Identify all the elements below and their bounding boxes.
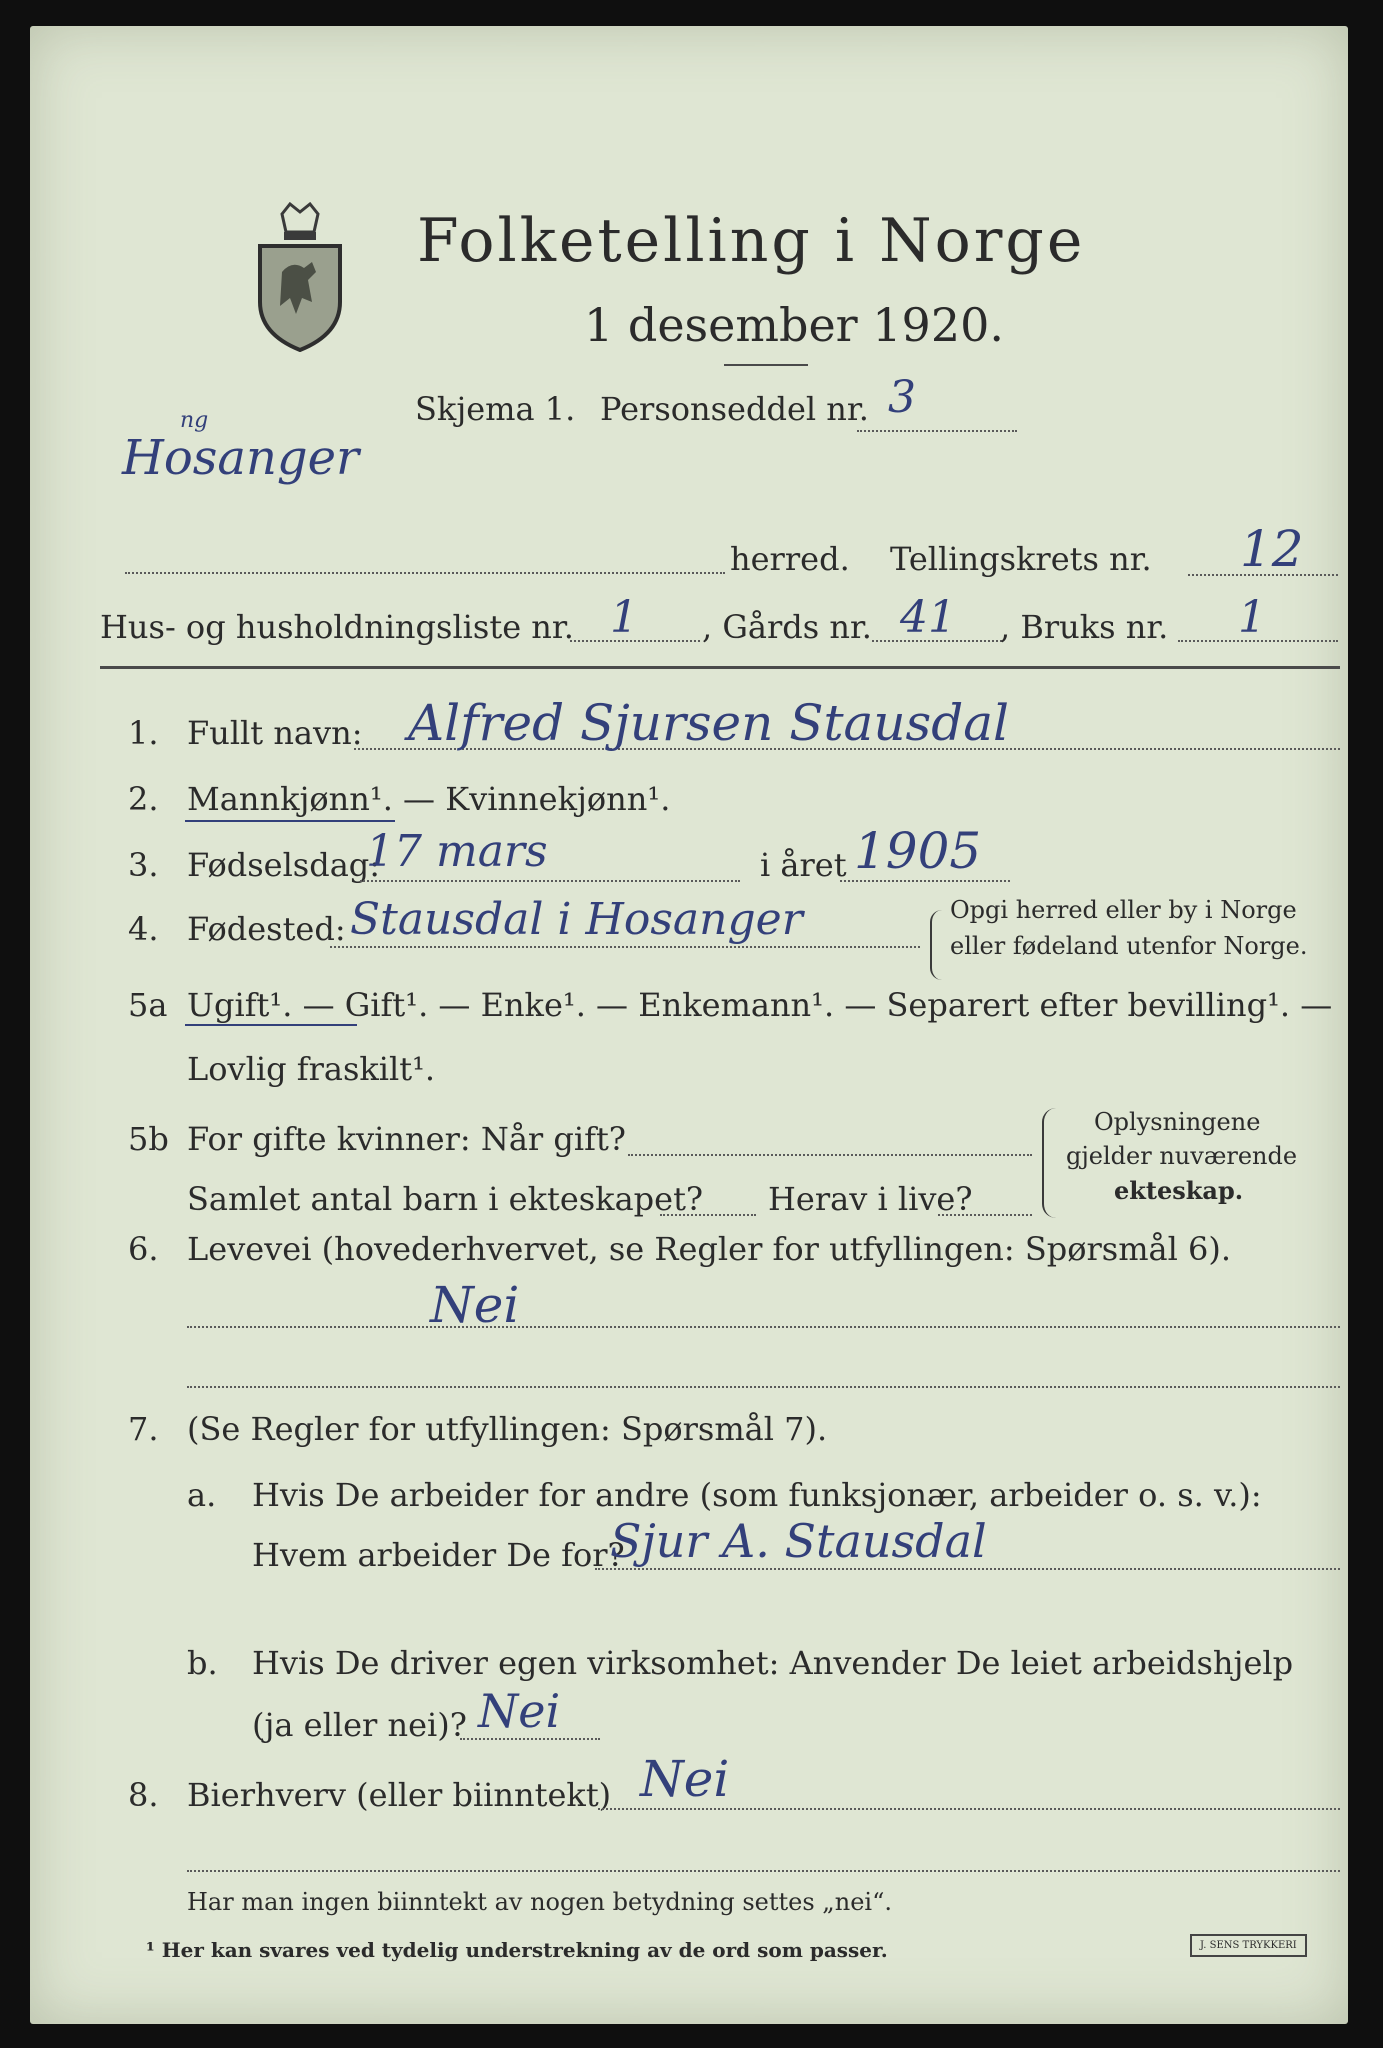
q6-value: Nei (430, 1276, 520, 1334)
q5b-line1 (628, 1154, 1032, 1156)
q5b-note-line3: ekteskap. (1114, 1176, 1244, 1205)
q5b-note-line1: Oplysningene (1094, 1108, 1261, 1136)
q3-number: 3. (128, 846, 159, 884)
q7-label: (Se Regler for utfyllingen: Spørsmål 7). (187, 1410, 828, 1448)
q5b-label1: For gifte kvinner: Når gift? (187, 1120, 626, 1158)
q3-line (360, 880, 740, 882)
q5b-brace (1042, 1108, 1056, 1218)
gards-label: , Gårds nr. (702, 608, 872, 646)
q3-value: 17 mars (366, 826, 548, 877)
q5b-number: 5b (128, 1120, 169, 1158)
q3-label: Fødselsdag: (187, 846, 381, 884)
q6-line1 (187, 1326, 1340, 1328)
q8-value: Nei (640, 1750, 730, 1808)
q2-underline (185, 820, 395, 822)
q7b-label: (ja eller nei)? (252, 1706, 467, 1744)
q5b-label2: Samlet antal barn i ekteskapet? (187, 1180, 704, 1218)
q4-brace (930, 910, 942, 980)
section-divider (100, 666, 1340, 669)
personseddel-value: 3 (888, 372, 916, 423)
q2-text: Mannkjønn¹. — Kvinnekjønn¹. (187, 780, 671, 818)
q8-number: 8. (128, 1776, 159, 1814)
q3-year-label: i året (760, 846, 847, 884)
q8-label: Bierhverv (eller biinntekt) (187, 1776, 612, 1814)
q5b-line2 (660, 1214, 756, 1216)
bruks-label: , Bruks nr. (1000, 608, 1169, 646)
q8-line2 (187, 1870, 1340, 1872)
printer-stamp: J. SENS TRYKKERI (1190, 1934, 1307, 1957)
q4-label: Fødested: (187, 910, 346, 948)
q5a-text2: Lovlig fraskilt¹. (187, 1050, 436, 1088)
herred-prefix-mark: ng (180, 408, 209, 433)
q4-number: 4. (128, 910, 159, 948)
q4-note-line2: eller fødeland utenfor Norge. (950, 932, 1308, 960)
herred-value: Hosanger (122, 430, 359, 486)
tellingskrets-value: 12 (1240, 520, 1304, 578)
q5b-label3: Herav i live? (768, 1180, 973, 1218)
footnote: ¹ Her kan svares ved tydelig understrekning av de ord som passer. (146, 1938, 888, 1962)
q5a-number: 5a (128, 986, 168, 1024)
q3-year-line (840, 880, 1010, 882)
q7a-label: Hvem arbeider De for? (252, 1536, 625, 1574)
q4-value: Stausdal i Hosanger (350, 894, 803, 945)
q2-number: 2. (128, 780, 159, 818)
q7a-line (595, 1568, 1340, 1570)
q7b-value: Nei (478, 1684, 561, 1738)
q5a-underline (185, 1024, 357, 1026)
coat-of-arms-icon (252, 202, 348, 352)
herred-line (125, 572, 725, 574)
title-rule (724, 364, 808, 366)
q8-line (598, 1808, 1340, 1810)
q6-label: Levevei (hovederhvervet, se Regler for utfyllingen: Spørsmål 6). (187, 1230, 1232, 1268)
tellingskrets-label: Tellingskrets nr. (890, 540, 1152, 578)
q5a-text: Ugift¹. — Gift¹. — Enke¹. — Enkemann¹. — Separert efter bevilling¹. — (187, 986, 1333, 1024)
q5b-line3 (938, 1214, 1032, 1216)
personseddel-line (857, 430, 1017, 432)
census-form (30, 26, 1348, 2024)
personseddel-label: Personseddel nr. (600, 390, 869, 428)
gards-value: 41 (900, 592, 956, 643)
q4-line (330, 946, 920, 948)
q1-number: 1. (128, 714, 159, 752)
q7-number: 7. (128, 1410, 159, 1448)
q1-value: Alfred Sjursen Stausdal (408, 694, 1010, 752)
q4-note-line1: Opgi herred eller by i Norge (950, 896, 1297, 924)
q7a-text: Hvis De arbeider for andre (som funksjonær, arbeider o. s. v.): (252, 1476, 1262, 1514)
form-title: Folketelling i Norge (417, 206, 1086, 276)
hus-value: 1 (610, 592, 638, 643)
q7b-line (460, 1738, 600, 1740)
q7b-text: Hvis De driver egen virksomhet: Anvender De leiet arbeidshjelp (252, 1644, 1294, 1682)
q3-year-value: 1905 (854, 822, 982, 880)
q7a-letter: a. (187, 1476, 217, 1514)
q6-number: 6. (128, 1230, 159, 1268)
hus-label: Hus- og husholdningsliste nr. (100, 608, 574, 646)
q7a-value: Sjur A. Stausdal (610, 1514, 987, 1568)
schema-label: Skjema 1. (415, 390, 576, 428)
footer-note: Har man ingen biinntekt av nogen betydning settes „nei“. (187, 1888, 892, 1916)
q7b-letter: b. (187, 1644, 218, 1682)
q1-label: Fullt navn: (187, 714, 363, 752)
q6-line2 (187, 1386, 1340, 1388)
herred-label: herred. (730, 540, 850, 578)
q5b-note-line2: gjelder nuværende (1066, 1142, 1298, 1170)
form-date: 1 desember 1920. (584, 298, 1004, 352)
bruks-value: 1 (1238, 592, 1266, 643)
